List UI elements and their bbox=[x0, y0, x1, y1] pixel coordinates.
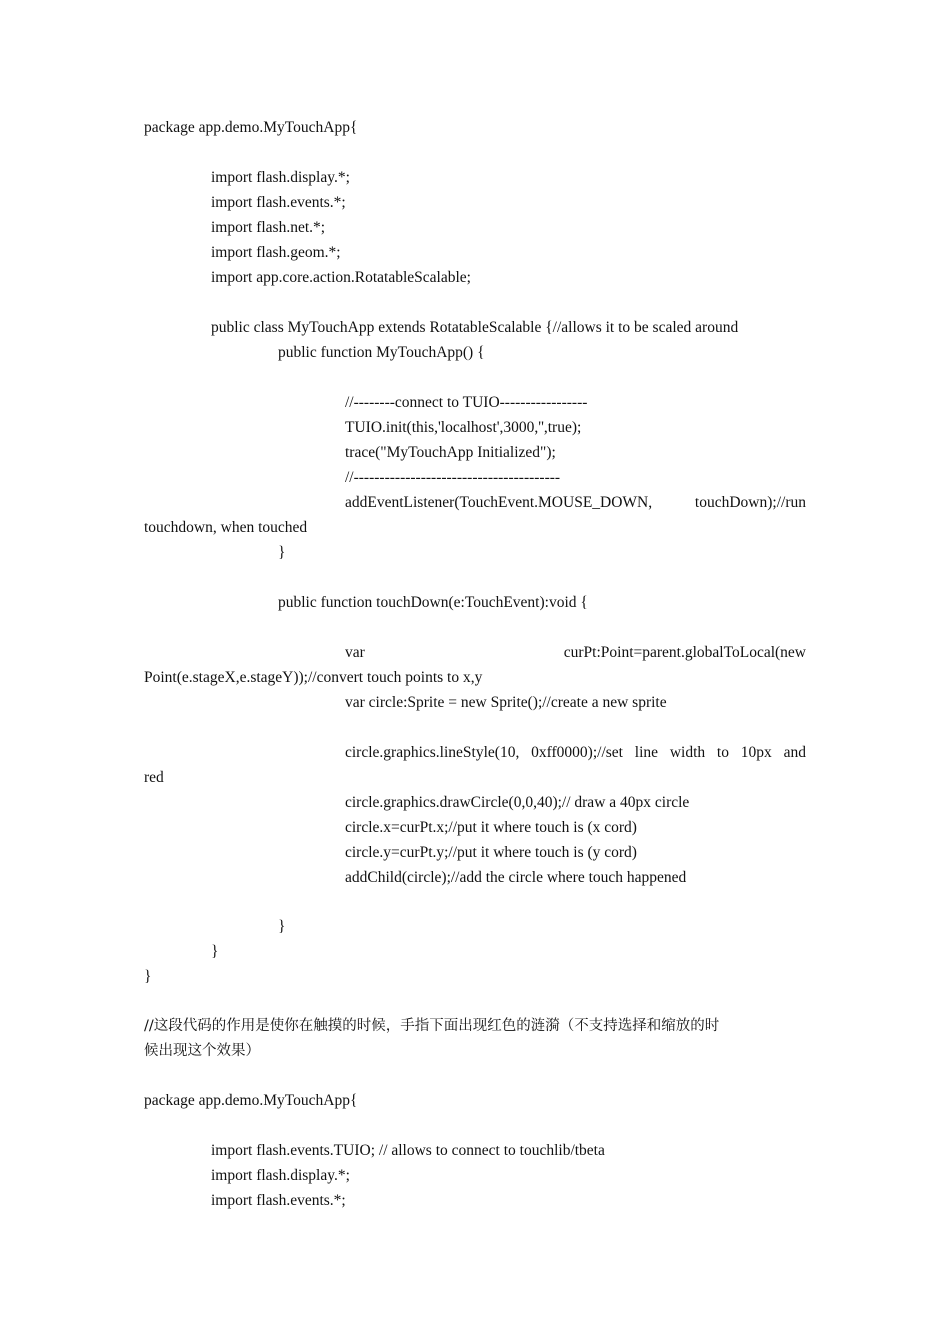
code-line: circle.y=curPt.y;//put it where touch is (y cord) bbox=[345, 844, 637, 861]
import-line: import app.core.action.RotatableScalable; bbox=[211, 269, 471, 286]
class-declaration: public class MyTouchApp extends RotatableScalable {//allows it to be scaled around bbox=[211, 319, 739, 336]
function-declaration: public function touchDown(e:TouchEvent):void { bbox=[278, 594, 588, 611]
closing-brace: } bbox=[211, 943, 219, 960]
code-line-continuation: Point(e.stageX,e.stageY));//convert touch points to x,y bbox=[144, 669, 483, 686]
code-line: TUIO.init(this,'localhost',3000,'',true); bbox=[345, 419, 582, 436]
code-line-justified bbox=[345, 493, 806, 513]
code-line-continuation: red bbox=[144, 769, 164, 786]
closing-brace: } bbox=[278, 544, 286, 561]
code-word: curPt:Point=parent.globalToLocal(new bbox=[563, 644, 806, 661]
import-line: import flash.events.*; bbox=[211, 194, 346, 211]
code-word: 0xff0000);//set bbox=[531, 744, 623, 761]
code-word: 10px bbox=[740, 744, 772, 761]
code-word: and bbox=[783, 744, 806, 761]
code-line: circle.graphics.drawCircle(0,0,40);// draw a 40px circle bbox=[345, 794, 690, 811]
closing-brace: } bbox=[144, 968, 152, 985]
code-word: addEventListener(TouchEvent.MOUSE_DOWN, bbox=[345, 494, 653, 511]
import-line: import flash.events.TUIO; // allows to connect to touchlib/tbeta bbox=[211, 1142, 605, 1159]
import-line: import flash.geom.*; bbox=[211, 244, 341, 261]
comment-line: //---------------------------------------- bbox=[345, 469, 561, 486]
code-line: addChild(circle);//add the circle where touch happened bbox=[345, 869, 687, 886]
closing-brace: } bbox=[278, 918, 286, 935]
code-word: circle.graphics.lineStyle(10, bbox=[345, 744, 520, 761]
code-line-continuation: touchdown, when touched bbox=[144, 519, 308, 536]
note-line: //这段代码的作用是使你在触摸的时候，手指下面出现红色的涟漪（不支持选择和缩放的时 bbox=[144, 1018, 720, 1034]
code-word: touchDown);//run bbox=[694, 494, 806, 511]
code-line: var circle:Sprite = new Sprite();//create a new sprite bbox=[345, 694, 667, 711]
comment-line: //--------connect to TUIO----------------- bbox=[345, 394, 588, 411]
import-line: import flash.net.*; bbox=[211, 219, 326, 236]
code-word: to bbox=[716, 744, 729, 761]
code-line: trace("MyTouchApp Initialized"); bbox=[345, 444, 556, 461]
code-word: line bbox=[634, 744, 659, 761]
code-line: circle.x=curPt.x;//put it where touch is (x cord) bbox=[345, 819, 637, 836]
code-word: var bbox=[345, 644, 365, 661]
constructor-declaration: public function MyTouchApp() { bbox=[278, 344, 485, 361]
package-declaration: package app.demo.MyTouchApp{ bbox=[144, 1092, 358, 1109]
import-line: import flash.events.*; bbox=[211, 1192, 346, 1209]
package-declaration: package app.demo.MyTouchApp{ bbox=[144, 119, 358, 136]
code-line-justified bbox=[345, 743, 806, 763]
import-line: import flash.display.*; bbox=[211, 1167, 350, 1184]
note-line: 候出现这个效果） bbox=[144, 1043, 260, 1059]
import-line: import flash.display.*; bbox=[211, 169, 350, 186]
code-word: width bbox=[669, 744, 706, 761]
code-line-justified bbox=[345, 643, 806, 663]
